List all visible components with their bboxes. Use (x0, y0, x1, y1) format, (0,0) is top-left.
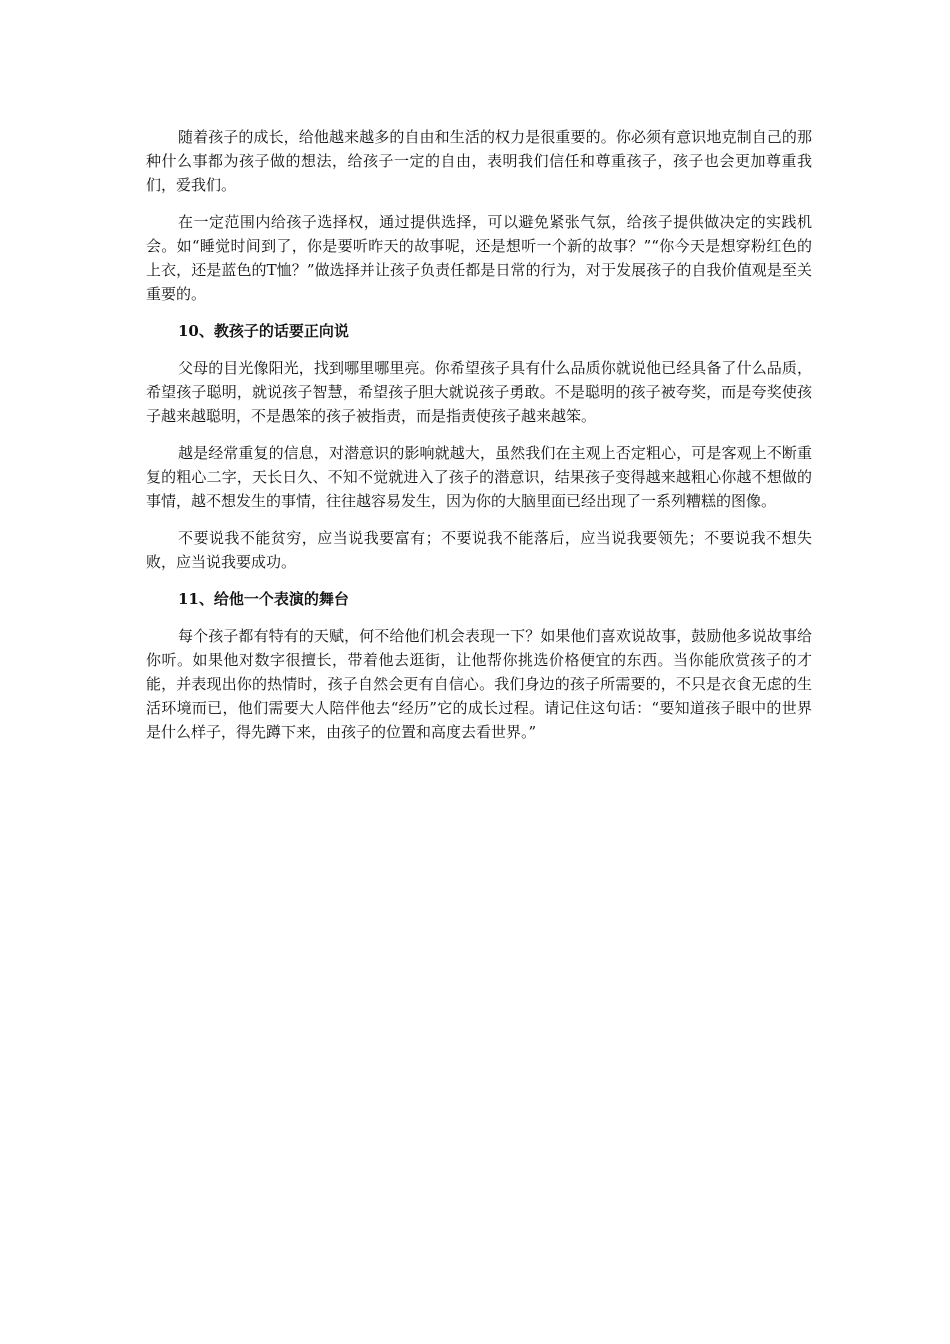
section-heading-11: 11、给他一个表演的舞台 (178, 590, 349, 608)
paragraph-positive-words: 父母的目光像阳光，找到哪里哪里亮。你希望孩子具有什么品质你就说他已经具备了什么品质，希望孩子聪明，就说孩子智慧，希望孩子胆大就说孩子勇敢。不是聪明的孩子被夸奖，而是夸奖使孩子越来越聪明，不是愚笨的孩子被指责，而是指责使孩子越来越笨。 (146, 359, 812, 425)
paragraph-choice: 在一定范围内给孩子选择权，通过提供选择，可以避免紧张气氛，给孩子提供做决定的实践机会。如“睡觉时间到了，你是要听昨天的故事呢，还是想听一个新的故事？”“你今天是想穿粉红色的上衣，还是蓝色的T恤？”做选择并让孩子负责任都是日常的行为，对于发展孩子的自我价值观是至关重要的。 (146, 213, 812, 303)
section-heading-10: 10、教孩子的话要正向说 (178, 322, 349, 340)
paragraph-stage: 每个孩子都有特有的天赋，何不给他们机会表现一下？如果他们喜欢说故事，鼓励他多说故事给你听。如果他对数字很擅长，带着他去逛街，让他帮你挑选价格便宜的东西。当你能欣赏孩子的才能，并表现出你的热情时，孩子自然会更有自信心。我们身边的孩子所需要的，不只是衣食无虑的生活环境而已，他们需要大人陪伴他去“经历”它的成长过程。请记住这句话：“要知道孩子眼中的世界是什么样子，得先蹲下来，由孩子的位置和高度去看世界。” (146, 627, 812, 741)
paragraph-subconscious: 越是经常重复的信息，对潜意识的影响就越大，虽然我们在主观上否定粗心，可是客观上不断重复的粗心二字，天长日久、不知不觉就进入了孩子的潜意识，结果孩子变得越来越粗心你越不想做的事情，越不想发生的事情，往往越容易发生，因为你的大脑里面已经出现了一系列糟糕的图像。 (146, 444, 812, 510)
document-body (146, 125, 812, 757)
paragraph-freedom: 随着孩子的成长，给他越来越多的自由和生活的权力是很重要的。你必须有意识地克制自己的那种什么事都为孩子做的想法，给孩子一定的自由，表明我们信任和尊重孩子，孩子也会更加尊重我们，爱我们。 (146, 128, 812, 194)
paragraph-affirmations: 不要说我不能贫穷，应当说我要富有；不要说我不能落后，应当说我要领先；不要说我不想失败，应当说我要成功。 (146, 529, 812, 571)
